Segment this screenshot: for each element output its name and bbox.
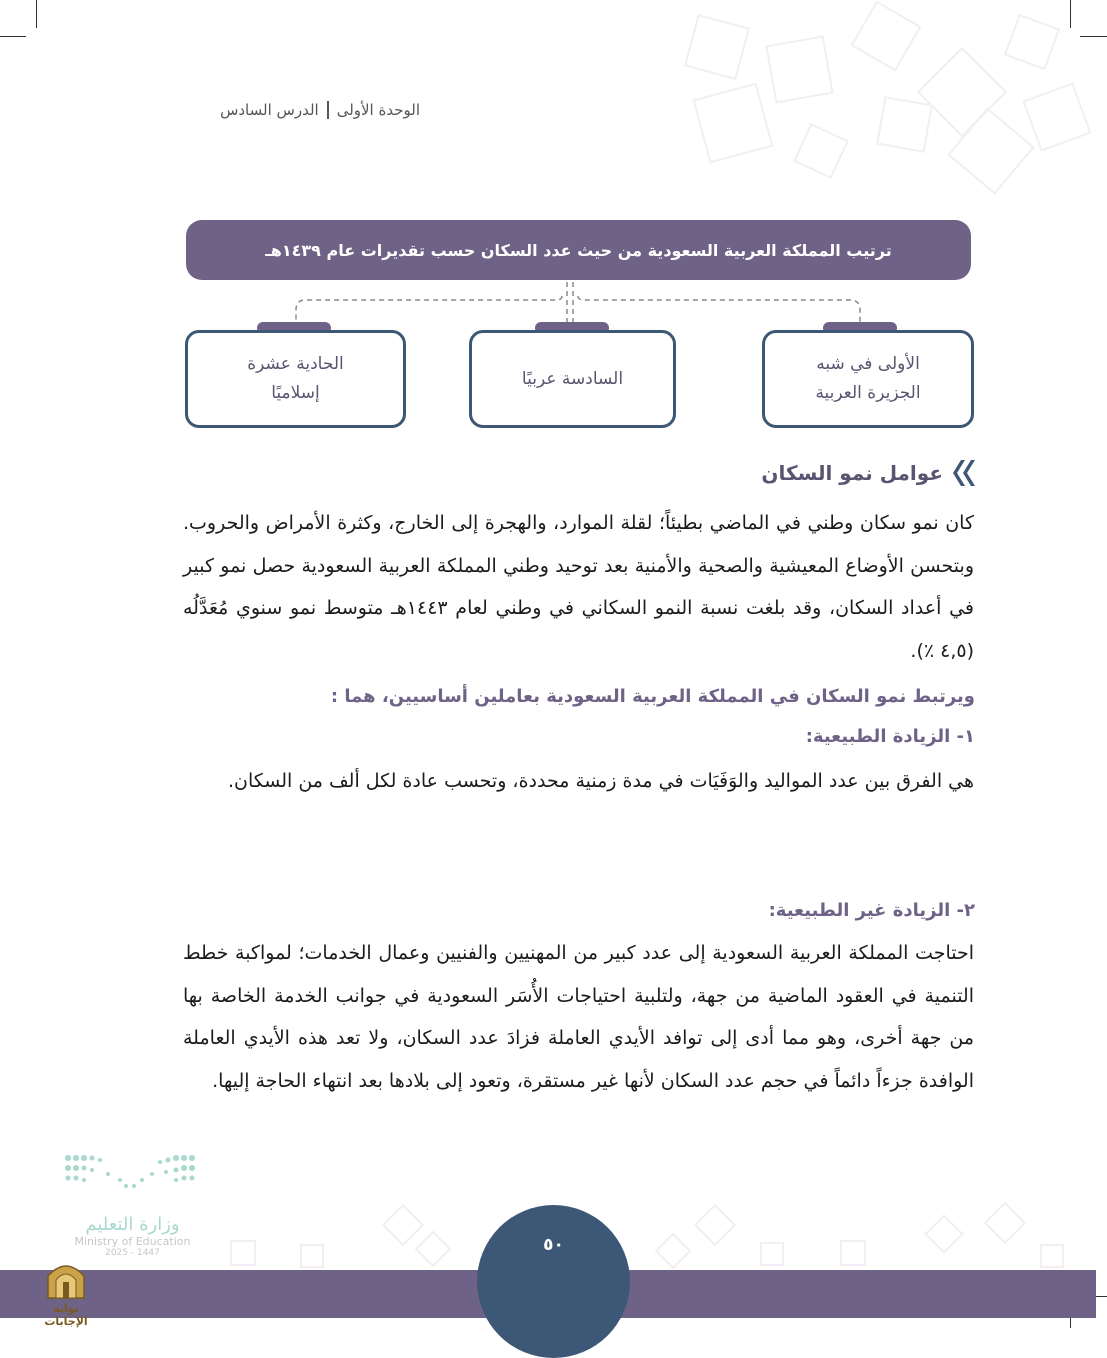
section-heading [761, 458, 975, 488]
factor1-title: ١- الزيادة الطبيعية: [805, 726, 975, 747]
watermark-logo [30, 1256, 102, 1328]
rank-line: الجزيرة العربية [815, 383, 921, 403]
ministry-name-ar: وزارة التعليم [85, 1214, 180, 1235]
rank-box-arab [469, 330, 676, 428]
factors-heading: ويرتبط نمو السكان في المملكة العربية السعودية بعاملين أساسيين، هما : [330, 686, 975, 707]
rank-line: الأولى في شبه [816, 354, 920, 375]
ministry-dots-icon [60, 1150, 200, 1200]
ministry-year: 2025 - 1447 [105, 1248, 160, 1258]
section-title: عوامل نمو السكان [761, 461, 943, 485]
factor1-text: هي الفرق بين عدد المواليد والوَفَيَات في مدة زمنية محددة، وتحسب عادة لكل ألف من السكان. [227, 770, 974, 792]
page-number-badge [477, 1205, 630, 1358]
factor2-text: احتاجت المملكة العربية السعودية إلى عدد كبير من المهنيين والفنيين وعمال الخدمات؛ لمواكبة خطط التنمية في العقود الماضية من جهة، ولتلبية احتياجات الأُسَر السعودية في جوانب الخدمة الخاصة بها من جهة أخرى، وهو مما أدى إلى توافد الأيدي العاملة فزادَ عدد السكان، ولا تعد هذه الأيدي العاملة الوافدة جزءاً دائماً في حجم عدد السكان لأنها غير مستقرة، وتعود إلى بلادها بعد انتهاء الحاجة إليها. [183, 942, 974, 1092]
rank-line: الحادية عشرة [247, 354, 344, 375]
rank-line: السادسة عربيًا [521, 368, 624, 389]
ranking-title-text: ترتيب المملكة العربية السعودية من حيث عدد السكان حسب تقديرات عام ١٤٣٩هـ [265, 240, 892, 260]
lesson-label: الدرس السادس [220, 101, 319, 119]
ministry-logo [60, 1150, 205, 1270]
ranking-connectors [0, 0, 1107, 340]
intro-paragraph: كان نمو سكان وطني في الماضي بطيئاً؛ لقلة الموارد، والهجرة إلى الخارج، وكثرة الأمراض والحروب. وبتحسن الأوضاع المعيشية والصحية والأمنية بعد توحيد وطني المملكة العربية السعودية حصل نمو كبير في أعداد السكان، وقد بلغت نسبة النمو السكاني في وطني لعام ١٤٤٣هـ متوسط نمو سنوي مُعَدَّلُه (٤,٥ ٪). [183, 512, 974, 662]
double-chevron-icon [951, 458, 975, 488]
rank-box-islamic [185, 330, 406, 428]
mosque-icon [30, 1256, 102, 1300]
rank-line: إسلاميًا [271, 383, 320, 403]
rank-box-peninsula [762, 330, 974, 428]
watermark-text: بوابة الإجابات [44, 1302, 88, 1328]
ministry-name-en: Ministry of Education [74, 1235, 191, 1248]
unit-label: الوحدة الأولى [336, 101, 420, 119]
factor2-title: ٢- الزيادة غير الطبيعية: [768, 900, 975, 921]
page-number: ٥٠ [543, 1235, 564, 1255]
